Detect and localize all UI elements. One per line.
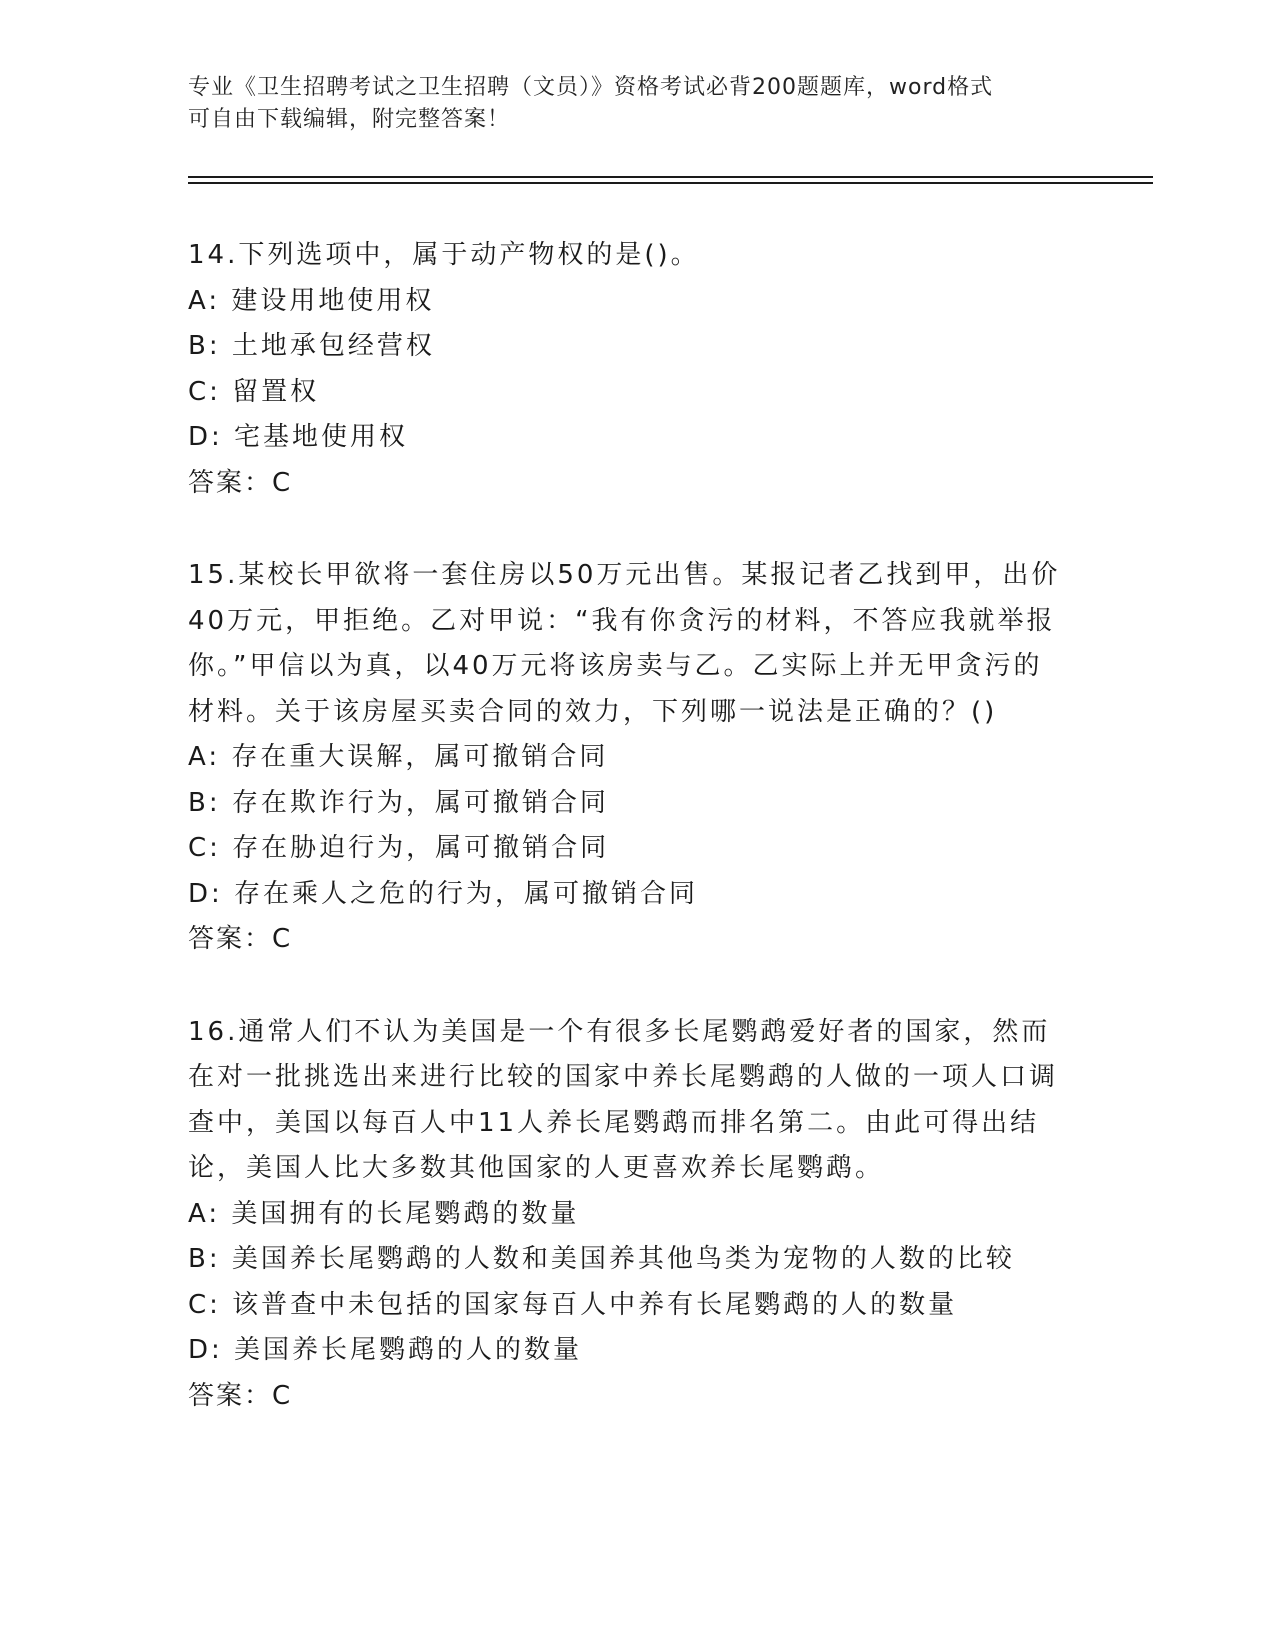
answer-line: 答案：C: [188, 924, 293, 954]
option-b: B: 美国养长尾鹦鹉的人数和美国养其他鸟类为宠物的人数的比较: [188, 1244, 1015, 1274]
option-d: D: 宅基地使用权: [188, 422, 409, 452]
option-b: B: 土地承包经营权: [188, 331, 435, 361]
option-c: C: 留置权: [188, 376, 320, 407]
header-divider-top: [188, 176, 1153, 178]
question-item: [188, 233, 1068, 506]
question-text: 15.某校长甲欲将一套住房以50万元出售。某报记者乙找到甲，出价40万元，甲拒绝。乙对甲说：“我有你贪污的材料，不答应我就举报你。”甲信以为真，以40万元将该房卖与乙。乙实际上并无甲贪污的材料。关于该房屋买卖合同的效力，下列哪一说法是正确的？(): [188, 560, 1061, 727]
option-a: A: 存在重大误解，属可撤销合同: [188, 742, 609, 772]
header-title-line-2: 可自由下载编辑，附完整答案！: [188, 107, 511, 132]
option-a: A: 建设用地使用权: [188, 285, 435, 316]
question-list: [188, 233, 1068, 1466]
question-item: [188, 553, 1068, 963]
question-item: [188, 1010, 1068, 1420]
header-title-line-1: 专业《卫生招聘考试之卫生招聘（文员）》资格考试必背200题题库，word格式: [188, 75, 994, 100]
document-header: [188, 72, 1068, 136]
option-c: C: 该普查中未包括的国家每百人中养有长尾鹦鹉的人的数量: [188, 1289, 958, 1320]
option-c: C: 存在胁迫行为，属可撤销合同: [188, 833, 610, 863]
option-d: D: 美国养长尾鹦鹉的人的数量: [188, 1335, 583, 1365]
answer-line: 答案：C: [188, 1380, 293, 1411]
question-text: 16.通常人们不认为美国是一个有很多长尾鹦鹉爱好者的国家，然而在对一批挑选出来进行比较的国家中养长尾鹦鹉的人做的一项人口调查中，美国以每百人中11人养长尾鹦鹉而排名第二。由此可得出结论，美国人比大多数其他国家的人更喜欢养长尾鹦鹉。: [188, 1016, 1059, 1183]
option-a: A: 美国拥有的长尾鹦鹉的数量: [188, 1198, 580, 1229]
answer-line: 答案：C: [188, 467, 293, 498]
option-b: B: 存在欺诈行为，属可撤销合同: [188, 787, 609, 818]
question-text: 14.下列选项中，属于动产物权的是()。: [188, 240, 700, 270]
option-d: D: 存在乘人之危的行为，属可撤销合同: [188, 878, 699, 909]
header-divider-bottom: [188, 182, 1153, 184]
